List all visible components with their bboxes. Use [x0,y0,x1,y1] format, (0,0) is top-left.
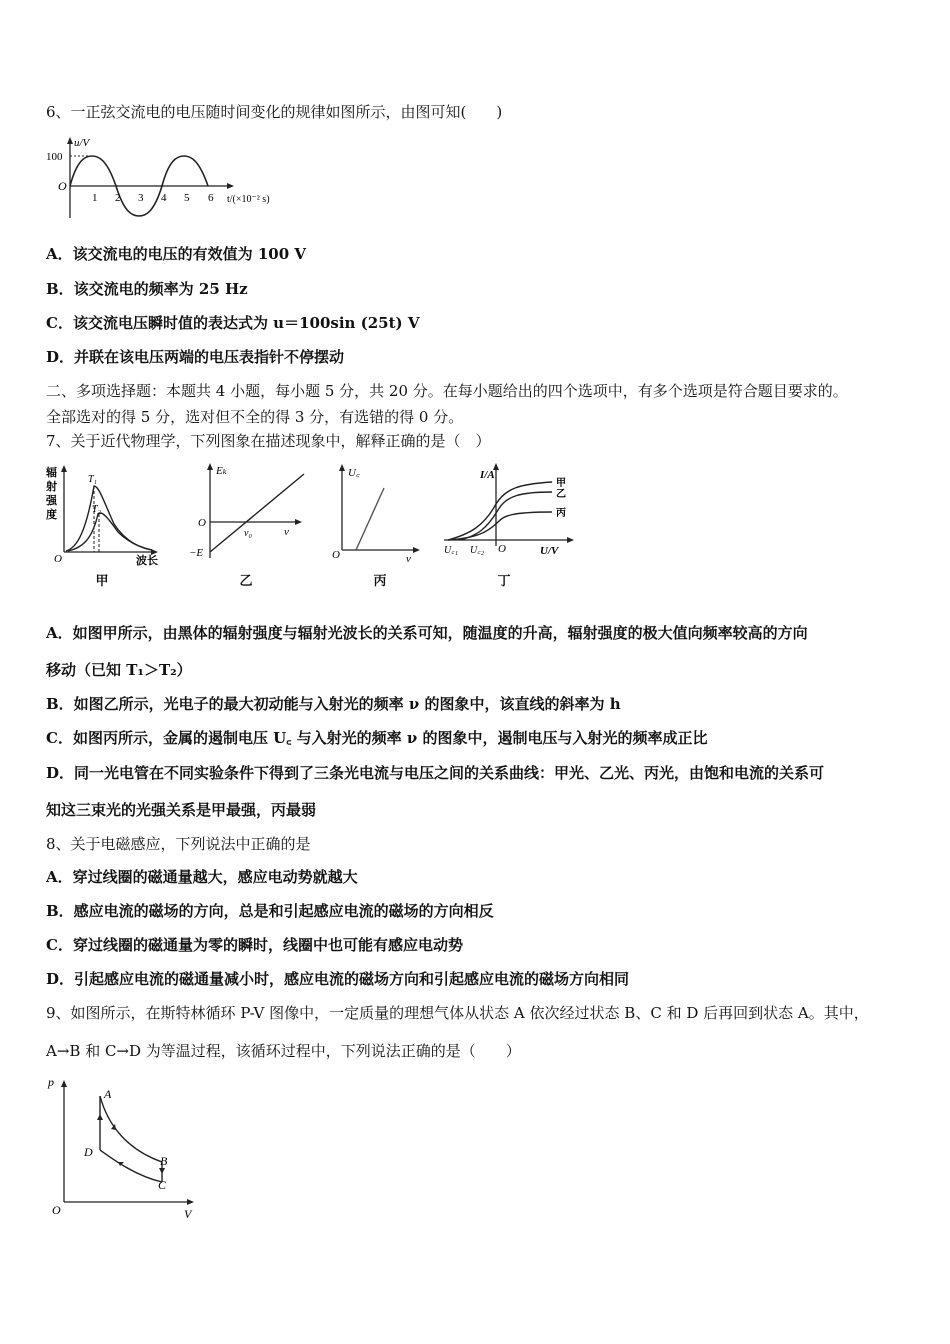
q8-option-c: C．穿过线圈的磁通量为零的瞬时，线圈中也可能有感应电动势 [46,936,463,954]
q9-p-label: p [48,1075,54,1089]
q7-option-c: C．如图丙所示，金属的遏制电压 U꜀ 与入射光的频率 ν 的图象中，遏制电压与入射光的频率成正比 [46,729,708,747]
q7-fig-ding [440,460,580,570]
q6-tick: 3 [138,192,144,204]
q7-fig-yi [186,460,311,570]
q7-fig-bing [328,460,428,570]
q7-option-b: B．如图乙所示，光电子的最大初动能与入射光的频率 ν 的图象中，该直线的斜率为 h [46,695,621,713]
q9-stem-line1: 9、如图所示，在斯特林循环 P-V 图像中，一定质量的理想气体从状态 A 依次经过状态 B、C 和 D 后再回到状态 A。其中， [46,1004,869,1022]
q7-jia-ylabel-char: 度 [46,509,57,521]
q7-bing-origin: O [332,549,340,561]
q7-yi-ylabel: Eₖ [216,465,227,477]
q6-tick: 4 [161,192,167,204]
q7-yi-v0: ν₀ [244,528,252,539]
q7-ding-curve-label: 乙 [556,489,566,500]
section2-line2: 全部选对的得 5 分，选对但不全的得 3 分，有选错的得 0 分。 [46,408,464,426]
q6-tick: 5 [184,192,190,204]
q7-bing-v: ν [406,553,411,565]
q6-stem: 6、一正弦交流电的电压随时间变化的规律如图所示，由图可知( ) [46,103,503,121]
q7-stem: 7、关于近代物理学，下列图象在描述现象中，解释正确的是（ ） [46,432,491,450]
q6-sine-figure [44,134,294,220]
q7-option-a-line1: A．如图甲所示，由黑体的辐射强度与辐射光波长的关系可知，随温度的升高，辐射强度的极大值向频率较高的方向 [46,624,808,642]
q9-v-label: V [184,1207,192,1221]
q7-jia-t2: T₂ [92,504,102,515]
q7-bing-ylabel: U꜀ [348,467,360,479]
q7-option-d-line1: D．同一光电管在不同实验条件下得到了三条光电流与电压之间的关系曲线：甲光、乙光、丙光，由饱和电流的关系可 [46,764,825,782]
q6-tick: 6 [208,192,214,204]
q6-origin: O [58,179,67,193]
q9-pv-figure [44,1070,214,1225]
q7-yi-v: ν [284,526,289,538]
q7-ding-ylabel: I/A [480,469,495,481]
q9-origin: O [52,1203,61,1217]
q7-jia-ylabel-char: 辐 [46,467,57,479]
q9-state-a: A [104,1087,112,1101]
q7-option-a-line2: 移动（已知 T₁＞T₂） [46,661,192,679]
q7-yi-negE: −E [189,547,204,559]
q7-yi-caption: 乙 [239,574,253,589]
q7-ding-origin: O [498,543,506,555]
q6-ylabel: u/V [74,137,90,149]
q9-state-b: B [160,1154,168,1168]
q9-state-c: C [158,1178,167,1192]
section2-line1: 二、多项选择题：本题共 4 小题，每小题 5 分，共 20 分。在每小题给出的四个选项中，有多个选项是符合题目要求的。 [46,382,848,400]
q7-ding-uc2: U꜀₂ [470,545,485,556]
q8-option-d: D．引起感应电流的磁通量减小时，感应电流的磁场方向和引起感应电流的磁场方向相同 [46,970,630,988]
q7-ding-uc1: U꜀₁ [444,545,459,556]
q6-xlabel: t/(×10⁻² s) [227,194,270,205]
q7-ding-caption: 丁 [497,574,511,589]
q8-stem: 8、关于电磁感应，下列说法中正确的是 [46,835,311,853]
q7-fig-jia [42,462,167,572]
q6-tick: 1 [92,192,98,204]
q7-ding-curve-label: 丙 [556,508,566,519]
q8-option-b: B．感应电流的磁场的方向，总是和引起感应电流的磁场的方向相反 [46,902,494,920]
q6-option-d: D．并联在该电压两端的电压表指针不停摆动 [46,348,345,366]
q7-ding-xlabel: U/V [540,545,559,557]
q7-jia-t1: T₁ [88,474,98,485]
q7-jia-caption: 甲 [95,574,109,589]
q7-jia-xlabel: 波长 [136,555,158,567]
q6-peak-label: 100 [46,151,63,163]
q6-option-b: B．该交流电的频率为 25 Hz [46,280,248,298]
q7-jia-ylabel-char: 射 [46,481,57,493]
q6-tick: 2 [115,192,121,204]
q7-jia-origin: O [54,553,62,565]
q7-jia-ylabel-char: 强 [46,495,57,507]
q7-yi-origin: O [198,517,206,529]
q7-ding-curve-label: 甲 [556,478,566,489]
q9-state-d: D [84,1145,93,1159]
q6-option-c: C．该交流电压瞬时值的表达式为 u＝100sin (25t) V [46,314,420,332]
q7-bing-caption: 丙 [373,574,387,589]
q8-option-a: A．穿过线圈的磁通量越大，感应电动势就越大 [46,868,358,886]
q6-option-a: A．该交流电的电压的有效值为 100 V [46,245,307,263]
q9-stem-line2: A→B 和 C→D 为等温过程，该循环过程中，下列说法正确的是（ ） [46,1042,521,1060]
q7-option-d-line2: 知这三束光的光强关系是甲最强，丙最弱 [46,801,317,819]
